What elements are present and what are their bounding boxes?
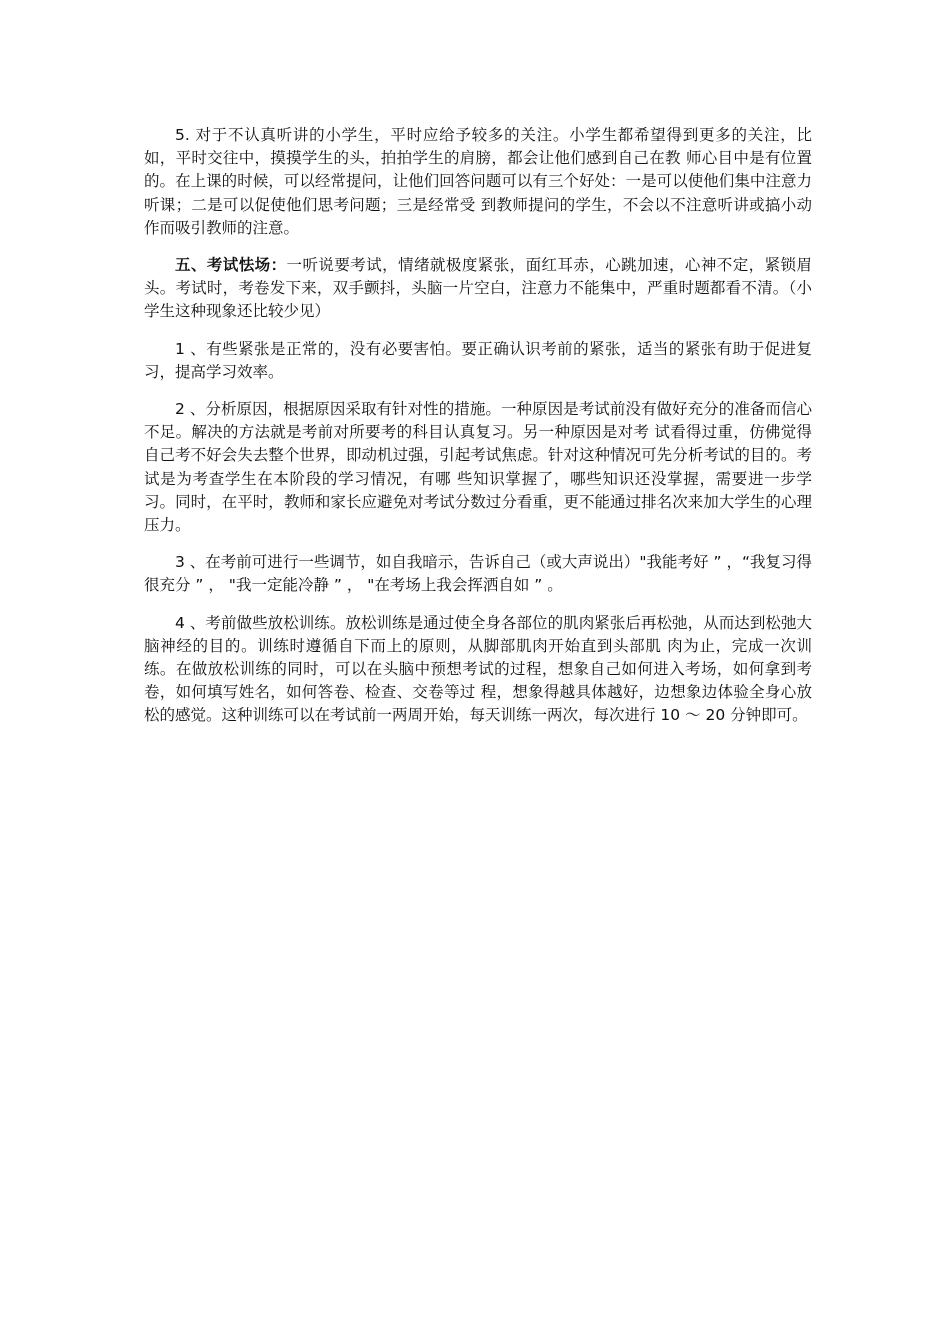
document-body [144,124,812,728]
paragraph-attention [144,124,812,240]
paragraph-text: 5. 对于不认真听讲的小学生，平时应给予较多的关注。小学生都希望得到更多的关注，比如，平时交往中，摸摸学生的头，拍拍学生的肩膀，都会让他们感到自己在教 师心目中是有位置的。在上课的时候，可以经常提问，让他们回答问题可以有三个好处：一是可以使他们集中注意力听课；二是可以促使他们思考问题；三是经常受 到教师提问的学生，不会以不注意听讲或搞小动作而吸引教师的注意。 [144,126,812,237]
paragraph-text: 4 、考前做些放松训练。放松训练是通过使全身各部位的肌肉紧张后再松弛，从而达到松弛大脑神经的目的。训练时遵循自下而上的原则，从脚部肌肉开始直到头部肌 肉为止，完成一次训练。在做放松训练的同时，可以在头脑中预想考试的过程，想象自己如何进入考场，如何拿到考卷，如何填写姓名，如何答卷、检查、交卷等过 程，想象得越具体越好，边想象边体验全身心放松的感觉。这种训练可以在考试前一两周开始，每天训练一两次，每次进行 10 ～ 20 分钟即可。 [144,613,812,725]
paragraph-item-1 [144,338,812,384]
paragraph-text: 1 、有些紧张是正常的，没有必要害怕。要正确认识考前的紧张，适当的紧张有助于促进复习，提高学习效率。 [144,339,812,381]
paragraph-item-2 [144,398,812,537]
paragraph-item-4 [144,612,812,728]
paragraph-text: 2 、分析原因，根据原因采取有针对性的措施。一种原因是考试前没有做好充分的准备而信心不足。解决的方法就是考前对所要考的科目认真复习。另一种原因是对考 试看得过重，仿佛觉得自己考不好会失去整个世界，即动机过强，引起考试焦虑。针对这种情况可先分析考试的目的。考试是为考查学生在本阶段的学习情况，有哪 些知识掌握了，哪些知识还没掌握，需要进一步学习。同时，在平时，教师和家长应避免对考试分数过分看重，更不能通过排名次来加大学生的心理压力。 [144,400,812,535]
paragraph-text: 3 、在考前可进行一些调节，如自我暗示，告诉自己（或大声说出）"我能考好 ” ，“我复习得很充分 ” ， "我一定能冷静 ” ， "在考场上我会挥洒自如 ” 。 [144,553,812,595]
paragraph-item-3 [144,551,812,597]
section-heading: 五、考试怯场： [175,256,287,275]
paragraph-exam-anxiety [144,254,812,324]
paragraph-text: 一听说要考试，情绪就极度紧张，面红耳赤，心跳加速，心神不定，紧锁眉头。考试时，考卷发下来，双手颤抖，头脑一片空白，注意力不能集中，严重时题都看不清。（小学生这种现象还比较少见） [144,256,812,321]
